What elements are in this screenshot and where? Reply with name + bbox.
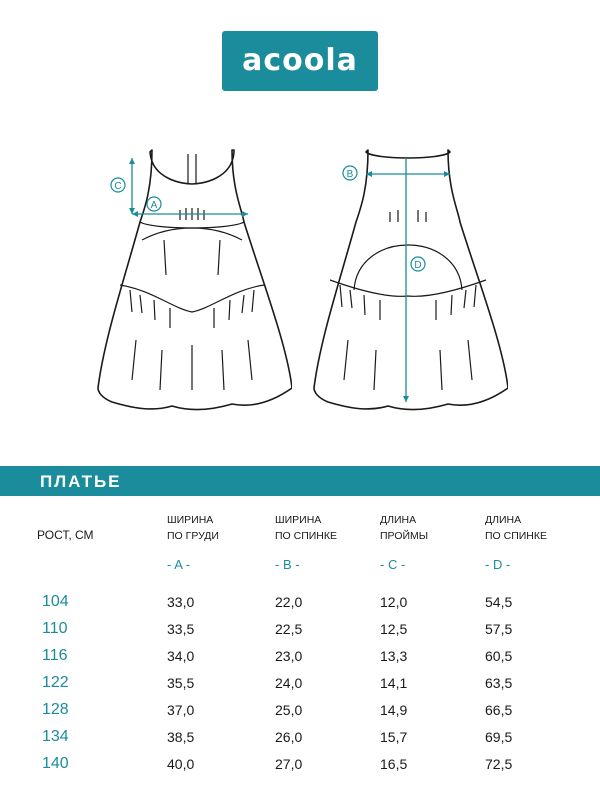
column-letter-c: - C -: [380, 557, 406, 572]
column-letter-b: - B -: [275, 557, 300, 572]
table-cell: 22,5: [275, 621, 303, 637]
column-header-line2: ПРОЙМЫ: [380, 530, 429, 542]
table-cell: 13,3: [380, 648, 408, 664]
table-cell: 15,7: [380, 729, 408, 745]
dress-front-diagram: [92, 140, 292, 420]
table-cell: 35,5: [167, 675, 195, 691]
table-title-banner: [0, 466, 600, 496]
column-letter-a: - A -: [167, 557, 191, 572]
table-cell: 63,5: [485, 675, 513, 691]
table-cell: 34,0: [167, 648, 195, 664]
size-value: 122: [42, 674, 69, 691]
table-cell: 33,0: [167, 594, 195, 610]
brand-logo-text: acoola: [242, 43, 358, 78]
column-header-line1: ШИРИНА: [167, 514, 214, 526]
column-header-line2: ПО ГРУДИ: [167, 530, 219, 542]
table-cell: 24,0: [275, 675, 303, 691]
table-cell: 66,5: [485, 702, 513, 718]
table-cell: 12,0: [380, 594, 408, 610]
label-a: A: [150, 200, 158, 211]
table-cell: 22,0: [275, 594, 303, 610]
table-cell: 14,9: [380, 702, 408, 718]
table-cell: 33,5: [167, 621, 195, 637]
size-value: 110: [42, 620, 68, 637]
column-header-b: [275, 512, 337, 544]
size-column-header: РОСТ, СМ: [37, 528, 94, 542]
column-header-line2: ПО СПИНКЕ: [275, 530, 338, 542]
table-title: ПЛАТЬЕ: [40, 472, 122, 491]
table-cell: 72,5: [485, 756, 513, 772]
column-header-line1: ДЛИНА: [380, 514, 417, 526]
column-header-a: [167, 512, 219, 544]
column-header-d: [485, 512, 547, 544]
column-header-c: [380, 512, 428, 544]
table-cell: 12,5: [380, 621, 408, 637]
table-cell: 16,5: [380, 756, 408, 772]
table-cell: 40,0: [167, 756, 195, 772]
column-header-line1: ШИРИНА: [275, 514, 322, 526]
dress-back-diagram: [308, 140, 508, 420]
size-value: 116: [42, 647, 68, 664]
table-cell: 27,0: [275, 756, 303, 772]
table-cell: 14,1: [380, 675, 408, 691]
brand-logo: [222, 31, 378, 91]
table-cell: 37,0: [167, 702, 195, 718]
table-cell: 38,5: [167, 729, 195, 745]
table-cell: 69,5: [485, 729, 513, 745]
table-cell: 57,5: [485, 621, 513, 637]
column-header-line1: ДЛИНА: [485, 514, 522, 526]
size-value: 140: [42, 755, 69, 772]
label-d: D: [414, 260, 422, 271]
column-header-line2: ПО СПИНКЕ: [485, 530, 548, 542]
table-cell: 60,5: [485, 648, 513, 664]
table-cell: 25,0: [275, 702, 303, 718]
label-b: B: [346, 169, 354, 180]
column-letter-d: - D -: [485, 557, 511, 572]
size-value: 134: [42, 728, 69, 745]
table-cell: 54,5: [485, 594, 513, 610]
size-value: 128: [42, 701, 69, 718]
table-cell: 23,0: [275, 648, 303, 664]
size-value: 104: [42, 593, 69, 610]
label-c: C: [114, 181, 122, 192]
table-cell: 26,0: [275, 729, 303, 745]
